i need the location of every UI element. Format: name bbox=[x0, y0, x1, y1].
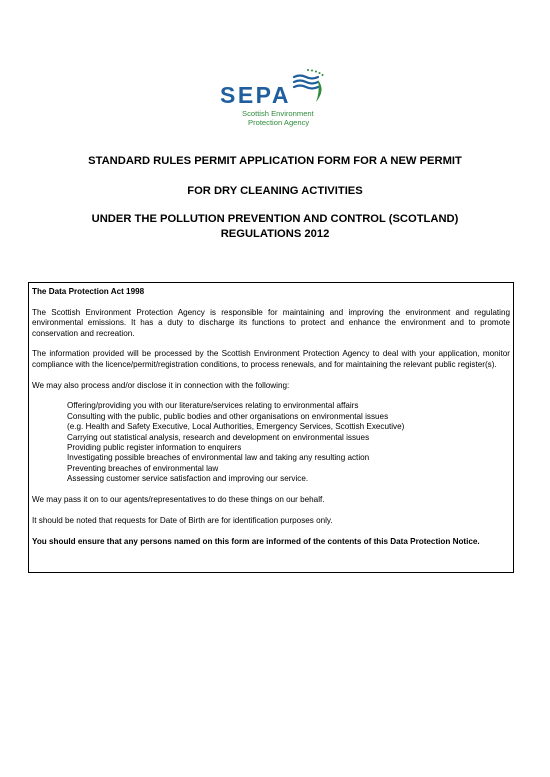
list-item: Offering/providing you with our literature/services relating to environmental affairs bbox=[67, 401, 359, 411]
list-item: Investigating possible breaches of environmental law and taking any resulting action bbox=[67, 453, 370, 463]
notice-final-statement: You should ensure that any persons named on this form are informed of the contents of this Data Protection Notice. bbox=[32, 536, 480, 546]
regulations-heading-line2: REGULATIONS 2012 bbox=[220, 228, 330, 240]
notice-paragraph-3: We may also process and/or disclose it in connection with the following: bbox=[32, 380, 290, 390]
list-item: Providing public register information to enquirers bbox=[67, 443, 242, 453]
notice-paragraph-1: The Scottish Environment Protection Agency is responsible for maintaining and improving the environment and regulating environmental emissions. It has a duty to discharge its functions to protect and enhance the environment and to promote conservation and recreation. bbox=[32, 307, 510, 338]
notice-paragraph-4: We may pass it on to our agents/representatives to do these things on our behalf. bbox=[32, 495, 325, 505]
list-item: Carrying out statistical analysis, research and development on environmental issues bbox=[67, 432, 370, 442]
notice-paragraph-5: It should be noted that requests for Date of Birth are for identification purposes only. bbox=[32, 515, 333, 525]
notice-purposes-list bbox=[32, 401, 510, 484]
notice-title: The Data Protection Act 1998 bbox=[32, 287, 145, 296]
data-protection-notice bbox=[28, 282, 514, 573]
sepa-subtitle-line2: Protection Agency bbox=[248, 118, 310, 127]
list-item: (e.g. Health and Safety Executive, Local Authorities, Emergency Services, Scottish Executive) bbox=[67, 422, 405, 432]
sepa-wave-icon bbox=[292, 68, 326, 106]
sepa-subtitle-line1: Scottish Environment bbox=[242, 109, 314, 118]
notice-paragraph-2: The information provided will be processed by the Scottish Environment Protection Agency to deal with your application, monitor compliance with the licence/permit/registration conditions, to process renewals, and for maintaining the relevant public register(s). bbox=[32, 349, 510, 369]
list-item: Consulting with the public, public bodies and other organisations on environmental issues bbox=[67, 411, 389, 421]
list-item: Assessing customer service satisfaction and improving our service. bbox=[67, 474, 309, 484]
regulations-heading-line1: UNDER THE POLLUTION PREVENTION AND CONTROL (SCOTLAND) bbox=[91, 213, 459, 225]
form-subtitle: FOR DRY CLEANING ACTIVITIES bbox=[187, 185, 363, 197]
sepa-subtitle bbox=[242, 109, 314, 127]
sepa-logo bbox=[218, 64, 328, 136]
sepa-wordmark: SEPA bbox=[220, 82, 291, 108]
list-item: Preventing breaches of environmental law bbox=[67, 463, 219, 473]
form-title: STANDARD RULES PERMIT APPLICATION FORM FOR A NEW PERMIT bbox=[88, 155, 462, 167]
